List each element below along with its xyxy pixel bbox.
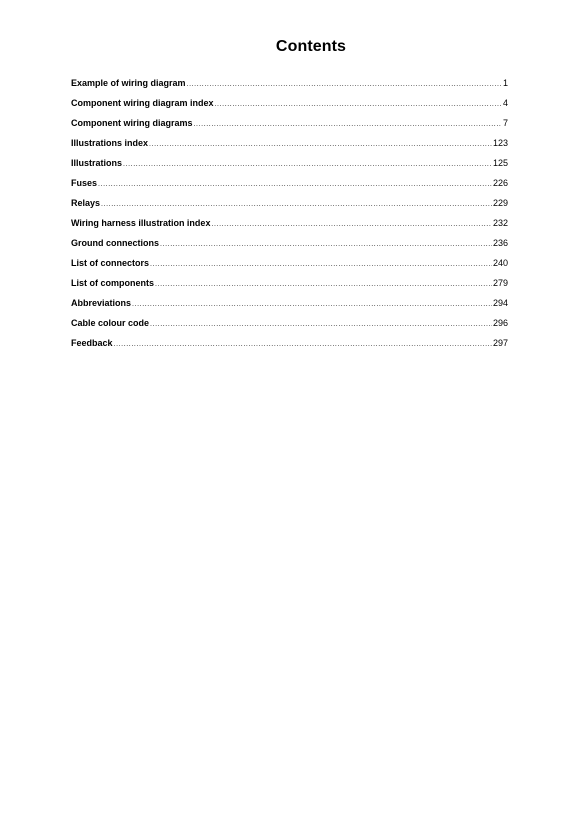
toc-entry-page-number: 123 (492, 138, 508, 148)
toc-entry-illustrations-index[interactable] (71, 136, 508, 156)
toc-entry-title: Relays (71, 198, 101, 208)
toc-entry-title: Fuses (71, 178, 98, 188)
toc-entry-page-number: 125 (492, 158, 508, 168)
toc-entry-page-number: 279 (492, 278, 508, 288)
toc-entry-page-number: 236 (492, 238, 508, 248)
toc-entry-title: Example of wiring diagram (71, 78, 186, 88)
dot-leader (187, 76, 502, 90)
dot-leader (150, 316, 492, 330)
dot-leader (101, 196, 492, 210)
toc-entry-relays[interactable] (71, 196, 508, 216)
toc-entry-fuses[interactable] (71, 176, 508, 196)
toc-entry-feedback[interactable] (71, 336, 508, 356)
dot-leader (211, 216, 492, 230)
toc-entry-title: List of components (71, 278, 154, 288)
toc-entry-title: Ground connections (71, 238, 160, 248)
dot-leader (114, 336, 492, 350)
toc-entry-wiring-harness-illustration-index[interactable] (71, 216, 508, 236)
table-of-contents (71, 76, 508, 356)
toc-entry-page-number: 297 (492, 338, 508, 348)
dot-leader (149, 136, 492, 150)
toc-entry-page-number: 240 (492, 258, 508, 268)
toc-entry-page-number: 294 (492, 298, 508, 308)
toc-entry-title: Cable colour code (71, 318, 150, 328)
toc-entry-page-number: 229 (492, 198, 508, 208)
toc-entry-page-number: 7 (502, 118, 508, 128)
toc-entry-component-wiring-diagram-index[interactable] (71, 96, 508, 116)
toc-entry-page-number: 1 (502, 78, 508, 88)
toc-entry-ground-connections[interactable] (71, 236, 508, 256)
toc-entry-title: Illustrations index (71, 138, 149, 148)
toc-entry-title: Component wiring diagram index (71, 98, 214, 108)
toc-entry-page-number: 296 (492, 318, 508, 328)
dot-leader (123, 156, 492, 170)
toc-entry-page-number: 226 (492, 178, 508, 188)
toc-entry-page-number: 232 (492, 218, 508, 228)
dot-leader (194, 116, 502, 130)
toc-entry-abbreviations[interactable] (71, 296, 508, 316)
dot-leader (215, 96, 502, 110)
toc-entry-cable-colour-code[interactable] (71, 316, 508, 336)
toc-entry-component-wiring-diagrams[interactable] (71, 116, 508, 136)
dot-leader (160, 236, 492, 250)
dot-leader (150, 256, 492, 270)
toc-entry-title: Illustrations (71, 158, 123, 168)
toc-entry-title: Abbreviations (71, 298, 132, 308)
toc-entry-list-of-components[interactable] (71, 276, 508, 296)
dot-leader (132, 296, 492, 310)
toc-entry-list-of-connectors[interactable] (71, 256, 508, 276)
toc-entry-title: Wiring harness illustration index (71, 218, 211, 228)
toc-entry-page-number: 4 (502, 98, 508, 108)
toc-entry-illustrations[interactable] (71, 156, 508, 176)
toc-entry-example-of-wiring-diagram[interactable] (71, 76, 508, 96)
dot-leader (155, 276, 492, 290)
toc-entry-title: Feedback (71, 338, 113, 348)
page-title: Contents (275, 38, 347, 55)
toc-entry-title: List of connectors (71, 258, 150, 268)
dot-leader (98, 176, 492, 190)
toc-entry-title: Component wiring diagrams (71, 118, 193, 128)
